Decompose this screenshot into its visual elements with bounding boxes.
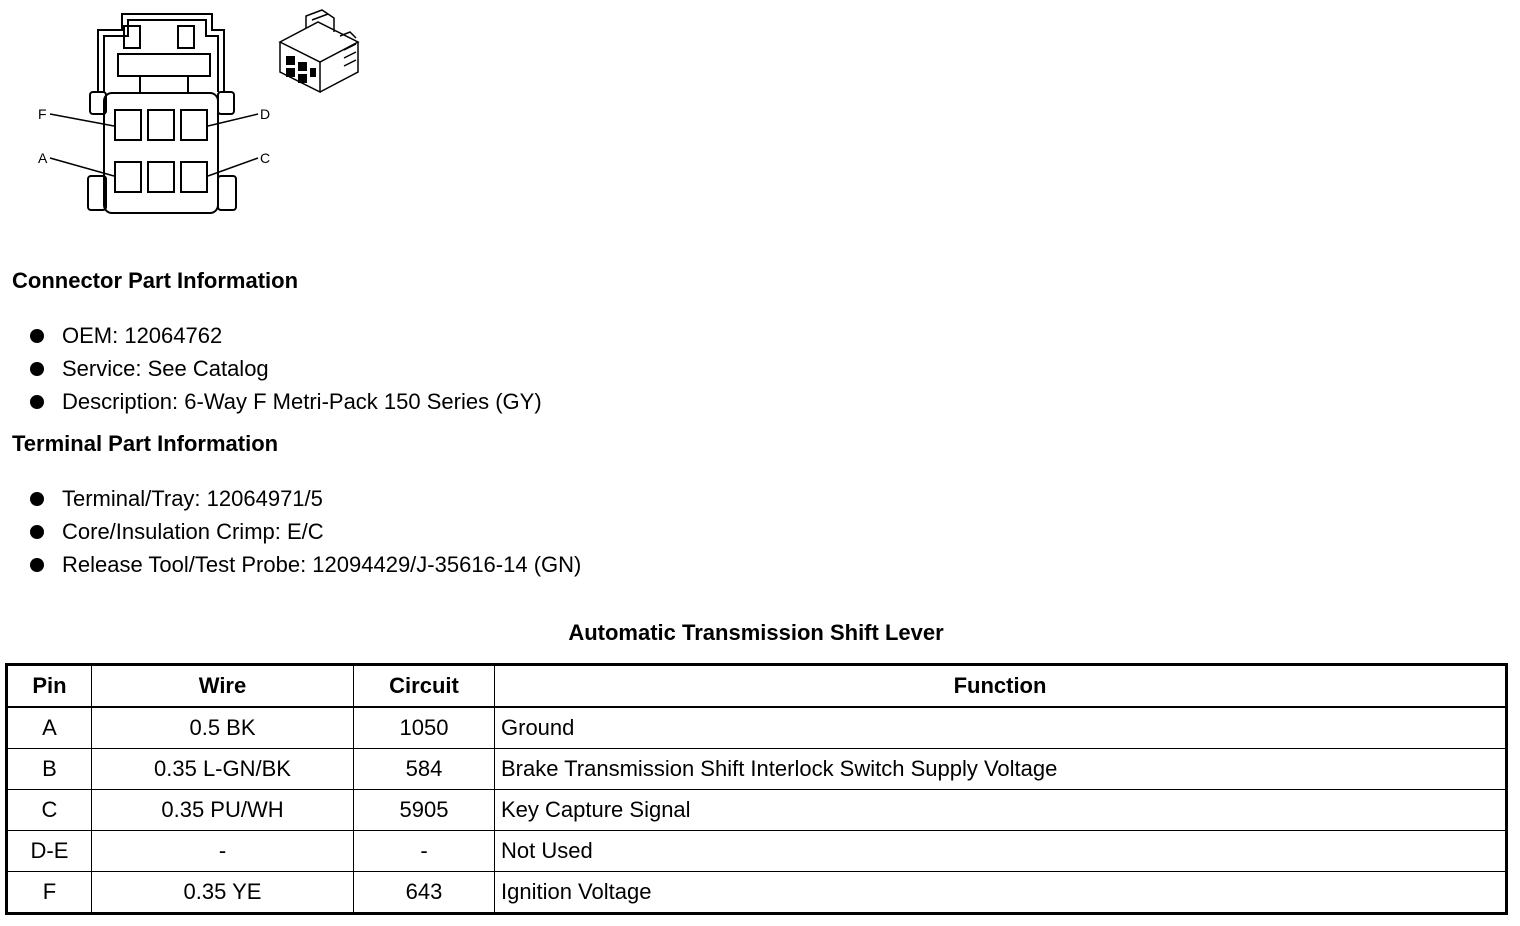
list-item: Terminal/Tray: 12064971/5 [28, 482, 581, 515]
bullet-icon [30, 329, 44, 343]
header-wire: Wire [92, 665, 354, 708]
header-circuit: Circuit [354, 665, 495, 708]
table-header-row [7, 665, 1507, 708]
wire-cell: 0.5 BK [92, 707, 354, 749]
circuit-cell: 643 [354, 872, 495, 914]
circuit-cell: - [354, 831, 495, 872]
function-cell: Brake Transmission Shift Interlock Switch Supply Voltage [495, 749, 1507, 790]
pin-cell: F [7, 872, 92, 914]
header-pin: Pin [7, 665, 92, 708]
terminal-part-info-heading: Terminal Part Information [12, 431, 279, 456]
terminal-part-info-list [28, 482, 581, 581]
function-cell: Ignition Voltage [495, 872, 1507, 914]
bullet-icon [30, 395, 44, 409]
list-item: Service: See Catalog [28, 352, 542, 385]
pin-label-f: F [38, 106, 47, 122]
connector-part-info-heading: Connector Part Information [12, 268, 299, 293]
wire-cell: 0.35 L-GN/BK [92, 749, 354, 790]
connector-isometric-icon [270, 8, 365, 93]
pin-cell: B [7, 749, 92, 790]
function-cell: Ground [495, 707, 1507, 749]
circuit-cell: 1050 [354, 707, 495, 749]
list-item: Description: 6-Way F Metri-Pack 150 Series (GY) [28, 385, 542, 418]
header-function: Function [495, 665, 1507, 708]
table-row [7, 707, 1507, 749]
circuit-cell: 5905 [354, 790, 495, 831]
function-cell: Not Used [495, 831, 1507, 872]
connector-part-info-list [28, 319, 542, 418]
table-row [7, 749, 1507, 790]
table-row [7, 790, 1507, 831]
table-title: Automatic Transmission Shift Lever [568, 620, 944, 645]
table-row [7, 872, 1507, 914]
list-item: OEM: 12064762 [28, 319, 542, 352]
wire-cell: 0.35 YE [92, 872, 354, 914]
table-row [7, 831, 1507, 872]
pin-label-d: D [260, 106, 271, 122]
list-item: Release Tool/Test Probe: 12094429/J-35616-14 (GN) [28, 548, 581, 581]
circuit-cell: 584 [354, 749, 495, 790]
bullet-icon [30, 362, 44, 376]
wire-cell: 0.35 PU/WH [92, 790, 354, 831]
wire-cell: - [92, 831, 354, 872]
pin-cell: C [7, 790, 92, 831]
bullet-icon [30, 558, 44, 572]
connector-face-diagram [0, 0, 300, 225]
pin-cell: A [7, 707, 92, 749]
function-cell: Key Capture Signal [495, 790, 1507, 831]
pin-label-a: A [38, 150, 48, 166]
pin-cell: D-E [7, 831, 92, 872]
list-item: Core/Insulation Crimp: E/C [28, 515, 581, 548]
pin-label-c: C [260, 150, 271, 166]
bullet-icon [30, 492, 44, 506]
pin-table [5, 663, 1508, 915]
bullet-icon [30, 525, 44, 539]
